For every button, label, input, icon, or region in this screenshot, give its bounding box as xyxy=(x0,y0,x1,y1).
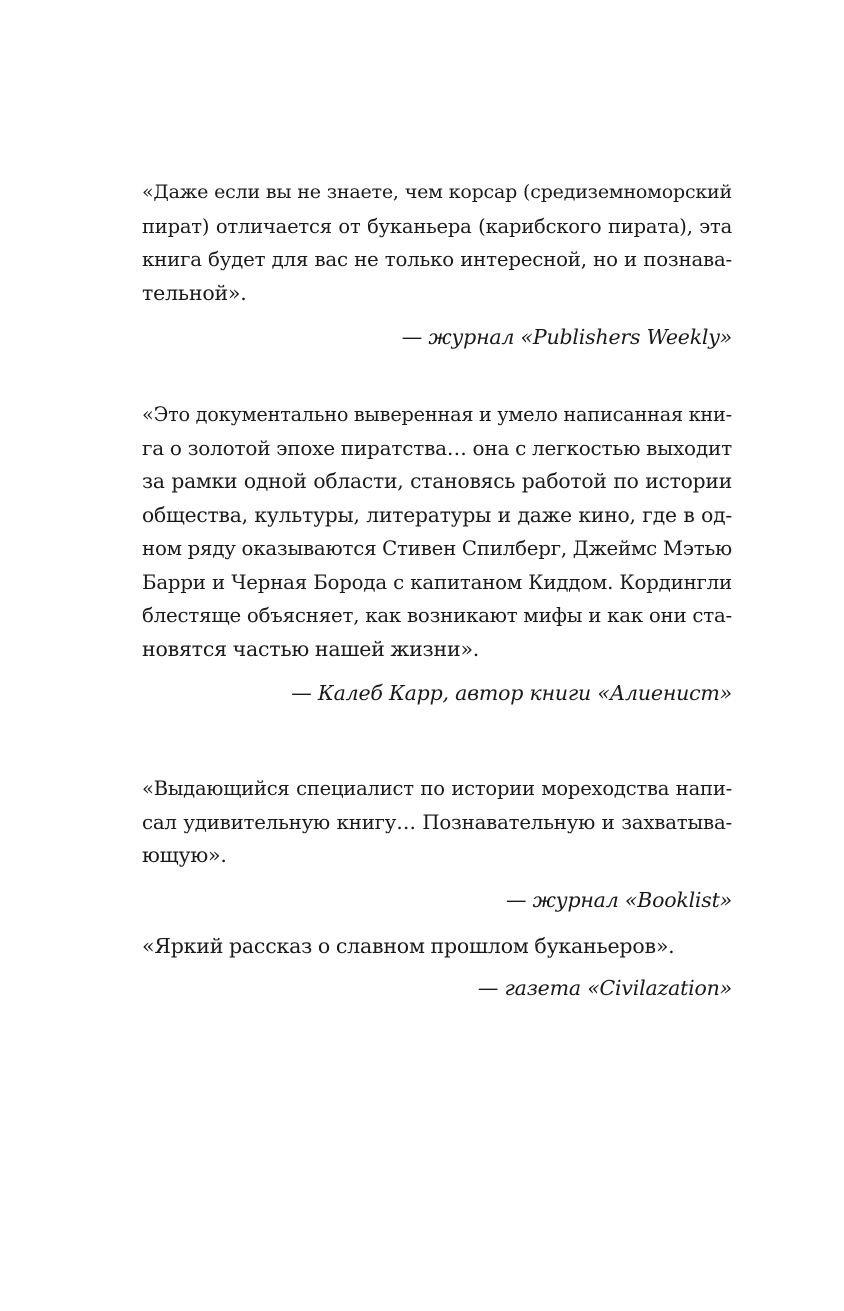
quote-attribution: — журнал «Publishers Weekly» xyxy=(401,325,732,349)
quote-line: сал удивительную книгу… Познавательную и захватыва- xyxy=(142,810,732,834)
quote-attribution: — газета «Civilazation» xyxy=(477,975,732,1000)
review-quote-caleb-carr xyxy=(142,398,732,711)
quote-attribution: — Калеб Карр, автор книги «Алиенист» xyxy=(291,681,732,705)
quote-line: за рамки одной области, становясь работой по истории xyxy=(142,469,732,493)
quote-line: пират) отличается от буканьера (карибского пирата), эта xyxy=(142,214,732,238)
quote-line: блестяще объясняет, как возникают мифы и как они ста- xyxy=(142,604,732,627)
quote-line: «Это документально выверенная и умело написанная кни- xyxy=(142,403,732,426)
quote-attribution: — журнал «Booklist» xyxy=(506,887,732,912)
quote-line: ном ряду оказываются Стивен Спилберг, Джеймс Мэтью xyxy=(142,537,732,560)
quote-line: «Даже если вы не знаете, чем корсар (средиземноморский xyxy=(142,181,732,203)
quote-line: ющую». xyxy=(142,843,227,867)
quote-line: общества, культуры, литературы и даже кино, где в од- xyxy=(142,502,732,527)
review-quote-civilazation xyxy=(142,930,732,1005)
quote-line: книга будет для вас не только интересной, но и познава- xyxy=(142,248,732,271)
review-quote-publishers-weekly xyxy=(142,176,732,355)
quote-line: тельной». xyxy=(142,280,247,305)
quote-line: новятся частью нашей жизни». xyxy=(142,636,480,661)
quote-line: «Яркий рассказ о славном прошлом буканьеров». xyxy=(142,934,675,958)
quote-line: Барри и Черная Борода с капитаном Киддом. Кордингли xyxy=(142,570,732,594)
review-quote-booklist xyxy=(142,772,732,917)
quote-line: га о золотой эпохе пиратства… она с легкостью выходит xyxy=(142,435,732,460)
quote-line: «Выдающийся специалист по истории мореходства напи- xyxy=(142,777,732,800)
